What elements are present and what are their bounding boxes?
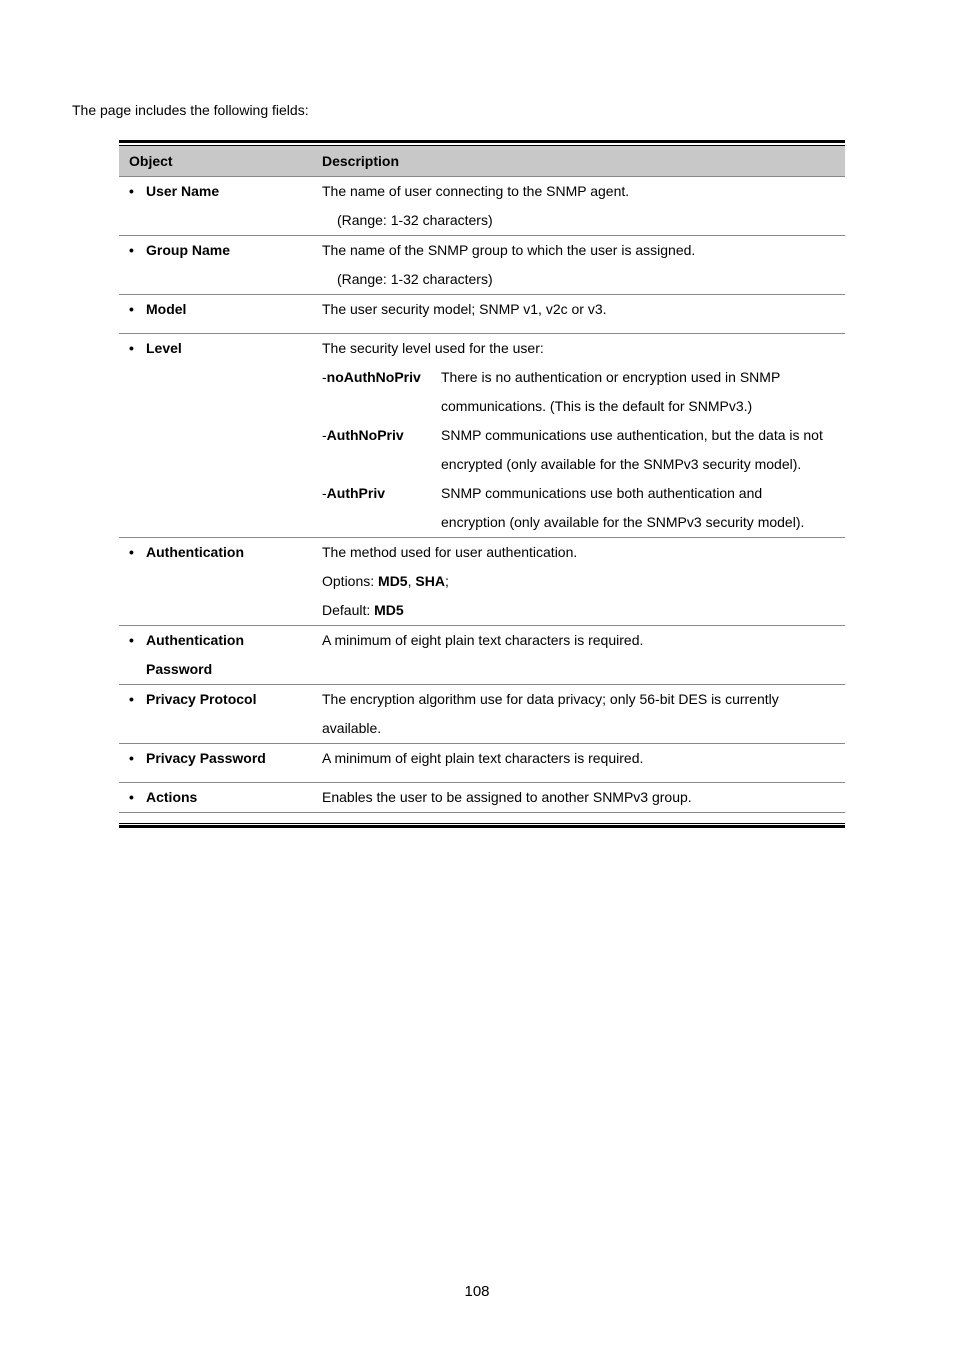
object-name: Authentication [146, 544, 244, 560]
default-label: Default: [322, 602, 375, 618]
default-line [322, 596, 837, 625]
description-line: The name of user connecting to the SNMP agent. [322, 183, 630, 199]
description-line: (Range: 1-32 characters) [337, 212, 493, 228]
description-line: A minimum of eight plain text characters is required. [322, 750, 644, 766]
level-key: AuthPriv [326, 485, 386, 501]
table-row [119, 236, 845, 295]
table-row [119, 334, 845, 538]
description-line: A minimum of eight plain text characters is required. [322, 632, 644, 648]
level-option: -AuthPriv SNMP communications use both authentication and encryption (only available for the SNMPv3 security model). [322, 479, 837, 537]
table-row [119, 685, 845, 744]
bullet-icon: • [129, 789, 134, 805]
description-line: The encryption algorithm use for data privacy; only 56-bit DES is currently [322, 691, 779, 707]
table-row [119, 538, 845, 626]
level-key: noAuthNoPriv [326, 369, 421, 385]
option-end: ; [444, 573, 449, 589]
option-value: MD5 [378, 573, 408, 589]
options-line [322, 567, 837, 596]
object-name: Privacy Password [146, 750, 266, 766]
intro-text: The page includes the following fields: [72, 102, 309, 118]
table-row [119, 295, 845, 334]
fields-table [119, 140, 845, 828]
bullet-icon: • [129, 183, 134, 199]
level-description: There is no authentication or encryption used in SNMP [441, 369, 781, 385]
bullet-icon: • [129, 632, 134, 648]
object-name: Model [146, 301, 187, 317]
object-name: Privacy Protocol [146, 691, 257, 707]
level-key: AuthNoPriv [326, 427, 404, 443]
option-value: SHA [415, 573, 445, 589]
level-option: -noAuthNoPriv There is no authentication or encryption used in SNMP communications. (This is the default for SNMPv3.) [322, 363, 837, 421]
object-name: User Name [146, 183, 220, 199]
level-description: communications. (This is the default for SNMPv3.) [441, 398, 753, 414]
bullet-icon: • [129, 301, 134, 317]
default-value: MD5 [374, 602, 404, 618]
level-description: encrypted (only available for the SNMPv3 security model). [441, 456, 802, 472]
object-name: Level [146, 340, 182, 356]
level-description: encryption (only available for the SNMPv3 security model). [441, 514, 805, 530]
bullet-icon: • [129, 691, 134, 707]
object-name: Actions [146, 789, 198, 805]
level-description: SNMP communications use both authentication and [441, 485, 763, 501]
level-option: -AuthNoPriv SNMP communications use authentication, but the data is not encrypted (only available for the SNMPv3 security model). [322, 421, 837, 479]
object-name: Authentication Password [146, 632, 244, 677]
description-line: available. [322, 720, 382, 736]
bullet-icon: • [129, 242, 134, 258]
bullet-icon: • [129, 544, 134, 560]
description-line: The name of the SNMP group to which the user is assigned. [322, 242, 696, 258]
description-line: The method used for user authentication. [322, 544, 578, 560]
header-object: Object [129, 153, 173, 169]
table-bottom-rule-thick [119, 825, 845, 828]
description-line: Enables the user to be assigned to another SNMPv3 group. [322, 789, 692, 805]
table-row [119, 626, 845, 685]
header-description: Description [322, 153, 400, 169]
bullet-icon: • [129, 340, 134, 356]
table-row [119, 744, 845, 783]
object-name: Group Name [146, 242, 231, 258]
options-label: Options: [322, 573, 379, 589]
table-row [119, 783, 845, 813]
page-number: 108 [464, 1283, 490, 1300]
level-description: SNMP communications use authentication, but the data is not [441, 427, 823, 443]
description-line: (Range: 1-32 characters) [337, 271, 493, 287]
description-line: The user security model; SNMP v1, v2c or v3. [322, 301, 607, 317]
bullet-icon: • [129, 750, 134, 766]
option-separator: , [407, 573, 416, 589]
description-line: The security level used for the user: [322, 340, 544, 356]
table-row [119, 177, 845, 236]
table-header [119, 146, 845, 177]
